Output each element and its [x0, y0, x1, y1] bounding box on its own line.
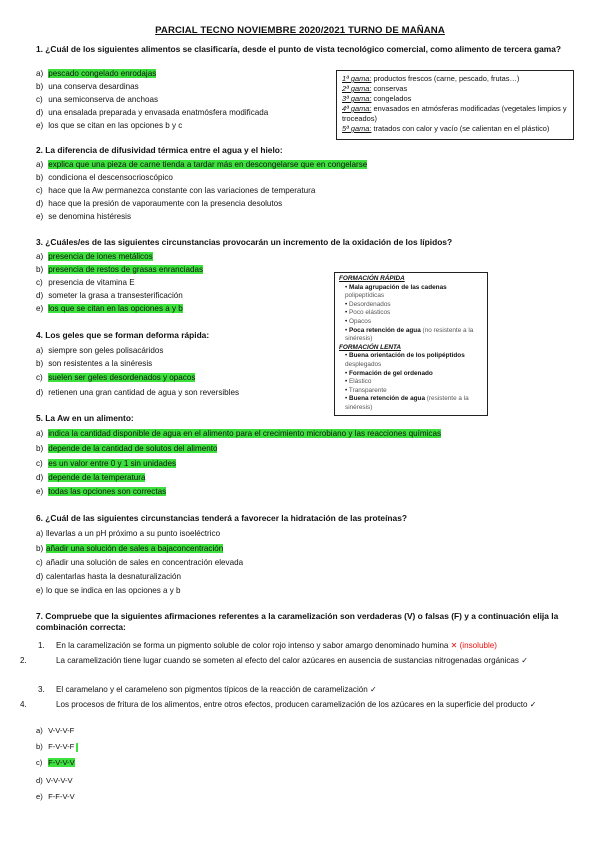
page-title: PARCIAL TECNO NOVIEMBRE 2020/2021 TURNO DE MAÑANA: [155, 25, 445, 36]
q6-option-d[interactable]: d) calentarlas hasta la desnaturalización: [36, 572, 181, 581]
question-7: 7. Compruebe que la siguientes afirmaciones referentes a la caramelización son verdaderas (V) o falsas (F) y a continuación elija la combinación correcta:: [36, 611, 559, 632]
q4-option-a[interactable]: a) siempre son geles polisacáridos: [36, 346, 164, 355]
q1-option-d[interactable]: d) una ensalada preparada y envasada enatmósfera modificada: [36, 108, 269, 117]
question-1: 1. ¿Cuál de los siguientes alimentos se clasificaría, desde el punto de vista tecnológico comercial, como alimento de tercera gama?: [36, 44, 562, 54]
q7-option-c[interactable]: c) F-V-V-V: [36, 758, 75, 767]
question-2: 2. La diferencia de difusividad térmica entre el agua y el hielo:: [36, 145, 283, 155]
question-3: 3. ¿Cuáles/es de las siguientes circunstancias provocarán un incremento de la oxidación de los lípidos?: [36, 237, 453, 247]
q2-option-b[interactable]: b) condiciona el descensocrioscópico: [36, 173, 173, 182]
q3-option-c[interactable]: c) presencia de vitamina E: [36, 278, 135, 287]
q6-option-a[interactable]: a) llevarlas a un pH próximo a su punto isoeléctrico: [36, 529, 221, 538]
q1-option-c[interactable]: c) una semiconserva de anchoas: [36, 95, 159, 104]
q4-option-c[interactable]: c) suelen ser geles desordenados y opacos: [36, 373, 196, 382]
q7-statement-4: 4. Los procesos de fritura de los alimentos, entre otros efectos, producen caramelización de los azúcares en la superficie del producto ✓: [20, 700, 537, 709]
q7-option-d[interactable]: d) V-V-V-V: [36, 776, 73, 785]
q7-option-b[interactable]: b) F-V-V-F: [36, 742, 78, 752]
q6-option-c[interactable]: c) añadir una solución de sales en concentración elevada: [36, 558, 244, 567]
q7-option-a[interactable]: a) V-V-V-F: [36, 726, 75, 735]
question-6: 6. ¿Cuál de las siguientes circunstancias tenderá a favorecer la hidratación de las proteínas?: [36, 513, 407, 523]
question-4: 4. Los geles que se forman deforma rápida:: [36, 330, 210, 340]
q6-option-b[interactable]: b) añadir una solución de sales a bajaconcentración: [36, 544, 224, 553]
q3-option-d[interactable]: d) someter la grasa a transesterificación: [36, 291, 183, 300]
question-5: 5. La Aw en un alimento:: [36, 413, 134, 423]
gama-note-box: 1ª gama: productos frescos (carne, pescado, frutas…) 2ª gama: conservas 3ª gama: congelados 4ª gama: envasados en atmósferas modificadas (vegetales limpios y troceados) 5ª gama: tratados con calor y vacío (se calientan en el plástico): [336, 70, 574, 140]
q5-option-e[interactable]: e) todas las opciones son correctas: [36, 487, 167, 496]
q5-option-a[interactable]: a) indica la cantidad disponible de agua en el alimento para el crecimiento microbiano y las reacciones químicas: [36, 429, 442, 438]
q2-option-a[interactable]: a) explica que una pieza de carne tienda a tardar más en descongelarse que en congelarse: [36, 160, 368, 169]
q3-option-b[interactable]: b) presencia de restos de grasas enranciadas: [36, 265, 204, 274]
q2-option-e[interactable]: e) se denomina histéresis: [36, 212, 132, 221]
q4-option-d[interactable]: d) retienen una gran cantidad de agua y son reversibles: [36, 388, 240, 397]
q2-option-d[interactable]: d) hace que la presión de vaporaumente con la presencia desolutos: [36, 199, 283, 208]
q3-option-e[interactable]: e) los que se citan en las opciones a y b: [36, 304, 183, 313]
q7-option-e[interactable]: e) F-F-V-V: [36, 792, 75, 801]
q1-option-a[interactable]: a) pescado congelado enrodajas: [36, 69, 157, 78]
q1-option-b[interactable]: b) una conserva desardinas: [36, 82, 139, 91]
q5-option-c[interactable]: c) es un valor entre 0 y 1 sin unidades: [36, 459, 177, 468]
q5-option-b[interactable]: b) depende de la cantidad de solutos del alimento: [36, 444, 218, 453]
q7-statement-2: 2. La caramelización tiene lugar cuando se someten al efecto del calor azúcares en ausencia de sustancias nitrogenadas orgánicas ✓: [20, 656, 529, 665]
q1-option-e[interactable]: e) los que se citan en las opciones b y c: [36, 121, 183, 130]
gel-formation-note-box: FORMACIÓN RÁPIDA • Mala agrupación de las cadenas polipeptídicas • Desordenados • Poco elásticos • Opacos • Poca retención de agua (no resistente a la sinéresis) FORMACIÓN LENTA • Buena orientación de los polipéptidos desplegados • Formación de gel ordenado • Elástico • Transparente • Buena retención de agua (resistente a la sinéresis): [334, 272, 488, 416]
highlight-marker: [76, 743, 78, 752]
q7-statement-1: 1. En la caramelización se forma un pigmento soluble de color rojo intenso y sabor amargo denominado humina ✕ (insoluble): [38, 641, 497, 650]
q5-option-d[interactable]: d) depende de la temperatura: [36, 473, 146, 482]
q2-option-c[interactable]: c) hace que la Aw permanezca constante con las variaciones de temperatura: [36, 186, 316, 195]
q7-statement-3: 3. El caramelano y el carameleno son pigmentos típicos de la reacción de caramelización ✓: [38, 685, 377, 694]
q3-option-a[interactable]: a) presencia de iones metálicos: [36, 252, 153, 261]
q6-option-e[interactable]: e) lo que se indica en las opciones a y b: [36, 586, 181, 595]
q4-option-b[interactable]: b) son resistentes a la sinéresis: [36, 359, 153, 368]
